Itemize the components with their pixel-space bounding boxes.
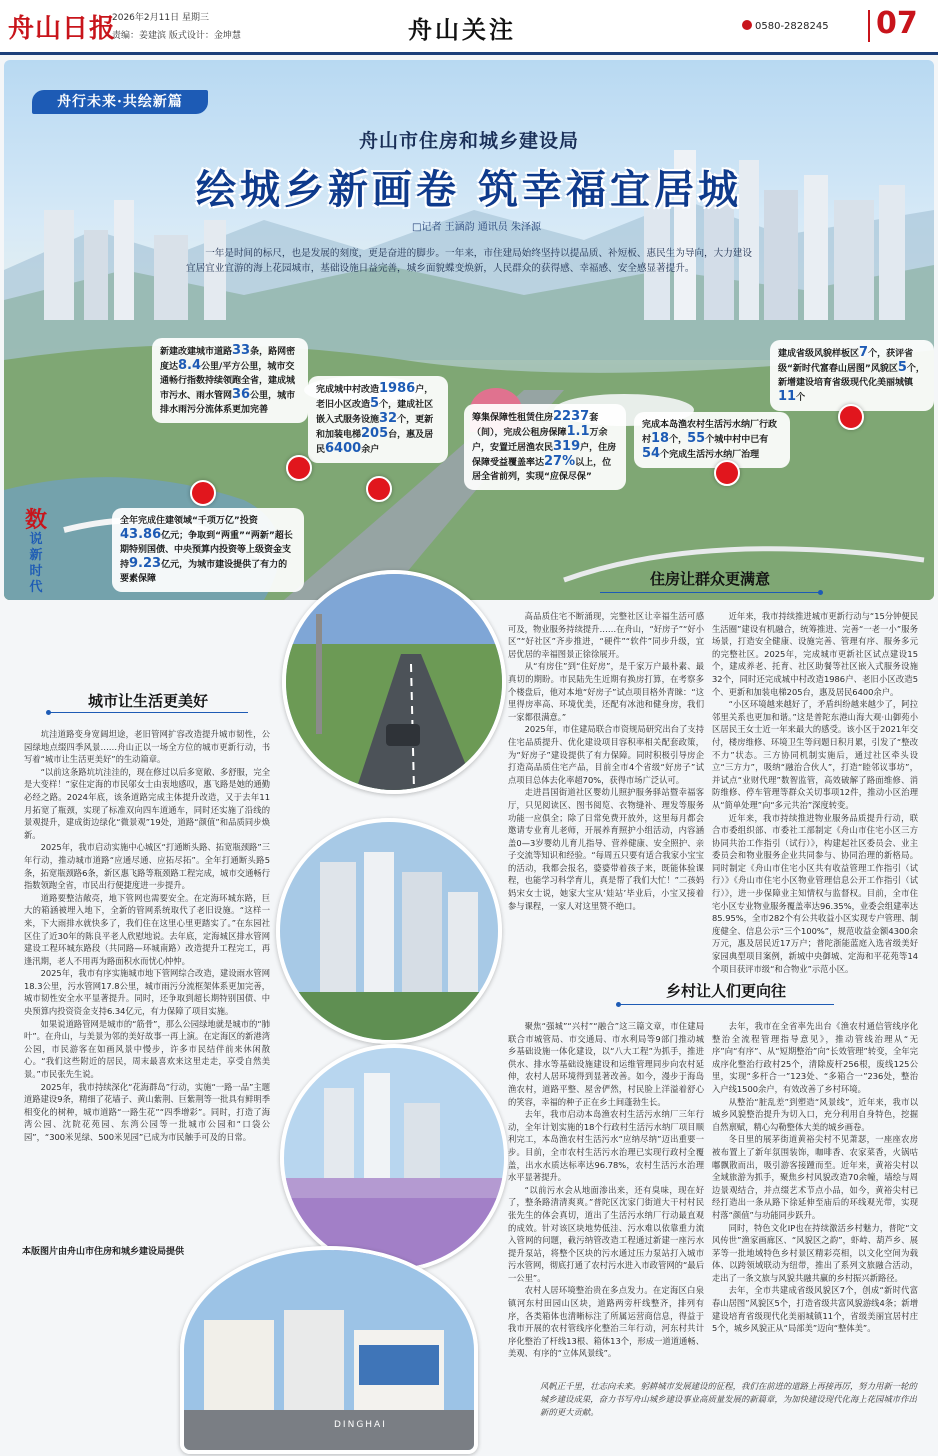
photo-credit: 本版图片由舟山市住房和城乡建设局提供 — [22, 1247, 185, 1257]
stat-investment: 全年完成住建领域“千项万亿”投资43.86亿元；争取到“两重”“两新”超长期特别国债、中央预算内投资等上级资金支持9.23亿元，为城市建设提供了有力的要素保障 — [112, 508, 304, 592]
stat-sewage: 完成本岛渔农村生活污水纳厂行政村18个，55个城中村中已有54个完成生活污水纳厂治理 — [634, 412, 790, 468]
data-side-label: 数 说 新 时 代 — [22, 508, 50, 596]
article-housing-col1: 高品质住宅不断涌现，完整社区让幸福生活可感可及，物业服务持续提升……在舟山，“好房子”“好小区”“好社区”齐步推进，“硬件”“软件”同步升级，宜居优居的幸福图景正徐徐展开。 从“有房住”到“住好房”，是千家万户最朴素、最真切的期盼。市民陆先生近期有换房打算，在考察多个楼盘后，他对本地“好房子”试点项目格外青睐：“这里得房率高、环境优美，还配有冰池和健身房，我们一家都很满意。” 2025年，市住建局联合市资规局研究出台了支持住宅品质提升、优化建设项目容积率相关配套政策，为“好房子”建设提供了有力保障。同时积极引导房企打造高品质住宅产品，目前全市4个省级“好房子”试点项目总体去化率超70%，获得市场广泛认可。 走进昌国街道社区婴幼儿照护服务驿站暨幸福客厅，只见阅读区、图书阅览、衣物缝补、理发等服务功能一应俱全；除了日常免费开放外，这里每月都会邀请专业育儿老师，开展养育照护小组活动，内容涵盖0—3岁婴幼儿育儿指导、营养健康、安全照护、亲子交流等知识和经验。“每周五只要有适合我家小宝宝的活动，我都会报名，婆婆带着孩子来，既能体验课程，也能学习科学育儿，真是帮了我们大忙！”二孩妈妈宋女士说，她家大宝从‘娃站’毕业后，小宝又接着参与课程，一家人对这里赞不绝口。 — [508, 611, 704, 911]
series-tag: 舟行未来·共绘新篇 — [32, 90, 208, 114]
photo-label: DINGHAI — [334, 1420, 387, 1430]
stat-marker-dot — [286, 455, 312, 481]
section-rule-dot — [616, 1002, 621, 1007]
paper-name: 舟山日报 — [8, 14, 117, 44]
section-title: 舟山关注 — [408, 15, 516, 44]
hotline-number: 0580-2828245 — [755, 21, 829, 32]
stat-marker-dot — [714, 460, 740, 486]
village-photo — [180, 1246, 478, 1454]
editor-line: 责编：姜建滨 版式设计：金坤慧 — [112, 31, 241, 41]
stat-marker-dot — [838, 404, 864, 430]
section-title-rural: 乡村让人们更向往 — [665, 982, 786, 1000]
article-rural-col2: 去年，我市在全省率先出台《渔农村通信管线序化整治全流程管理指导意见》，推动管线治理从“无序”向“有序”、从“短期整治”向“长效管理”转变，全年完成序化整治行政村25个，清除废杆256根，废线125公里，实现“多杆合一”123处、“多箱合一”236处，整治入户线1500余户，有效改善了乡村环境。 从整治“脏乱差”到塑造“风景线”，近年来，我市以城乡风貌整治提升为切入口，充分利用自身特色，挖掘自然禀赋，精心勾勒整体大美的城乡画卷。 冬日里的展茅街道黄裕尖村不见萧瑟，一座座农房被布置上了新年氛围装饰，咖啡香、农家菜香，火锅咕嘟飘散而出，吸引游客接踵而至。近年来，黄裕尖村以全域旅游为抓手，聚焦乡村风貌改造70余幢，墙绘与周边景观结合，并点缀艺术节点小品，如今，黄裕尖村已经打造出一条从路下徐延伸至庙后的环线观光带，实现村落“颜值”与功能同步跃升。 同时，特色文化IP也在持续激活乡村魅力，普陀“文风传世”渔家画廊区、“风貌区之韵”，虾峙、葫芦乡、展茅等一批地域特色乡村景区精彩亮相，以文化空间为载体、以跨领域联动为纽带，推出了系列文旅融合活动，走出了一条文旅与风貌共融共赢的乡村振兴新路径。 去年，全市共建成省级风貌区7个，创成“新时代富春山居图”风貌区5个，打造省级共富风貌游线4条；新增建设培育省级现代化美丽城镇11个，省级美丽宜居村庄5个，城乡风貌正从“局部美”迈向“整体美”。 — [712, 1021, 918, 1334]
section-title-housing: 住房让群众更满意 — [649, 570, 770, 588]
footer-quote: 风帆正千里，壮志向未来。躬耕城市发展建设的征程，我们在前进的道路上再接再厉，努力用新一轮的城乡建设成果，奋力书写舟山城乡建设事业高质量发展的新篇章，为加快建设现代化海上花园城市作出新的更大贡献。 — [540, 1381, 917, 1417]
article-housing-col2: 近年来，我市持续推进城市更新行动与“15分钟便民生活圈”建设有机融合，统筹推进、完善“一老一小”服务场景，打造安全健康、设施完善、管理有序、服务多元的完整社区。2025年，完成城市更新社区试点建设15个，建成养老、托育、社区助餐等社区嵌入式服务设施32个，同时还完成城中村改造1986户、老旧小区改造5个、更新和加装电梯205台，惠及居民6400余户。 “小区环境越来越好了，矛盾纠纷越来越少了，阿拉邻里关系也更加和谐。”这是普陀东港山海大观·山御苑小区居民王女士近一年来最大的感受。该小区于2021年交付，楼房维修、环境卫生等问题日积月累，引发了“整改不力”状态。三方协同机制实施后，通过社区牵头设立“三方力”，吸纳“融治合伙人”，打造“睦邻议事坊”，并试点“业财代理”数智监管，高效破解了路面维修、消防维修、停车管理等群众关切事项12件，推动小区治理从“简单处理”向“多元共治”深度转变。 近年来，我市持续推进物业服务品质提升行动，联合市委组织部、市委社工部制定《舟山市住宅小区三方协同共治工作指引（试行）》，构建起社区委员会、业主委员会和物业服务企业共同参与、协同治理的新格局。同时制定《舟山市住宅小区共有收益管理工作指引（试行）》《舟山市住宅小区物业管理信息公开工作指引（试行）》，进一步保障业主知情权与监督权。目前，全市住宅小区专业物业服务覆盖率达96.35%，业委会组建率达85.95%，全市282个有公共收益小区实现专户管理、制度健全、信息公示“三个100%”，规范收益金额4300余万元，惠及居民近17万户；普陀浙能蓝庭入选省级美好家园典型项目案例，新城中央御城、定海和平花苑等14个项目获评市级“和合物业”示范小区。 — [712, 611, 918, 974]
section-rule-dot — [818, 590, 823, 595]
article-city: 坑洼道路变身宽阔坦途，老旧管网扩容改造提升城市韧性，公园绿地点缀四季风景……舟山正以一场全方位的城市更新行动，书写着“城市让生活更美好”的生动篇章。 “以前这条路坑坑洼洼的，现在修过以后多宽敞、多舒服，完全是大变样！”家住定海的市民邬女士由衷地感叹，惠飞路是她的通勤必经之路。2024年底，该条道路完成主体提升改造，又于去年11月拓宽了瓶颈，实现了标准双向四车道通车，同时还实施了沿线的景观提升，建成街边绿化“微景观”19处，道路“颜值”和品质同步焕新。 2025年，我市启动实施中心城区“打通断头路、拓宽瓶颈路”三年行动，推动城市道路“应通尽通、应拓尽拓”。全年打通断头路5条，拓宽瓶颈路6条，新区惠飞路等瓶颈路工程完成，城市交通畅行指数领跑全省，市民出行便捷度进一步提升。 道路要整洁敞亮，地下管网也需要安全。在定海环城东路，巨大的箱涵被埋入地下，全新的管网系统取代了老旧设施。“这样一来，下大雨排水就快多了，我们住在这里心里更踏实了。”在东园社区住了近30年的陈良平老人欣慰地说。去年底，定海城区排水管网建设工程环城东路段（共同路—环城南路）改造提升工程完工，再逢汛期，老人不用再为路面积水而忧心忡忡。 2025年，我市有序实施城市地下管网综合改造，建设雨水管网18.3公里，污水管网17.8公里，城市雨污分流框架体系更加完善，城市韧性安全水平显著提升。同时，还争取到超长期特别国债、中央预算内投资资金支持6.34亿元，有力保障了项目实施。 如果说道路管网是城市的“筋骨”，那么公园绿地就是城市的“肺叶”。在舟山，与美景为邻的美好故事一再上演。在定海区的新港湾公园，市民游客在如画风景中慢步，许多市民结伴前来休闲散心。“我们这些附近的居民，周末最喜欢来这里走走，享受自然美景。”市民张先生说。 2025年，我市持续深化“花海群岛”行动，实施“一路一品”主题道路建设9条，精细了花墙子、黄山紫荆、巨紫荆等一批具有鲜明季相变化的树种，城市道路“一路生花”“四季增彩”。同时，打造了海湾公园、沈院花苑园、东湾公园等一批城市公园和“口袋公园”，“300米见绿、500米见园”已成为市民触手可及的日常。 — [24, 729, 270, 1142]
masthead — [0, 0, 938, 55]
intro-text: 一年是时间的标尺，也是发展的刻度，更是奋进的脚步。一年来，市住建局始终坚持以提品质、补短板、惠民生为导向，大力建设宜居宜业宜游的海上花园城市，基础设施日益完善，城乡面貌蝶变焕新，人民群众的获得感、幸福感、安全感显著提升。 — [186, 248, 753, 274]
stat-renovation: 完成城中村改造1986户，老旧小区改造5个，建成社区嵌入式服务设施32个，更新和加装电梯205台，惠及居民6400余户 — [308, 376, 448, 463]
stat-marker-dot — [190, 480, 216, 506]
section-rule — [600, 592, 820, 593]
data-side-big: 数 — [24, 507, 47, 533]
section-rule — [618, 1004, 834, 1005]
stat-scenery: 建成省级风貌样板区7个，获评省级“新时代富春山居图”风貌区5个，新增建设培育省级现代化美丽城镇11个 — [770, 340, 934, 411]
stat-housing: 筹集保障性租赁住房2237套（间），完成公租房保障1.1万余户，安置迁居渔农民319户，住房保障受益覆盖率达27%以上，位居全省前列，实现“应保尽保” — [464, 404, 626, 490]
phone-icon — [742, 20, 752, 30]
stat-roads: 新建改建城市道路33条，路网密度达8.4公里/平方公里，城市交通畅行指数持续领跑全省，建成城市污水、雨水管网36公里，城市排水雨污分流体系更加完善 — [152, 338, 308, 423]
section-rule — [48, 712, 248, 713]
city-towers-photo — [276, 818, 502, 1044]
road-photo — [282, 570, 506, 794]
page-number: 07 — [876, 6, 918, 41]
section-title-city: 城市让生活更美好 — [87, 692, 208, 710]
byline: □记者 王涵韵 通讯员 朱泽源 — [412, 222, 541, 233]
article-rural-col1: 聚焦“强城”“兴村”“融合”这三篇文章，市住建局联合市城管局、市交通局、市水利局等9部门推动城乡基础设施一体化建设，以“八大工程”为抓手，推进供水、排水等基础设施建设和运维管理同步向农村延伸，农村人居环境得到显著改善。如今，漫步于海岛渔农村，道路平整、屋舍俨然，村民脸上洋溢着舒心的笑容，幸福的种子正在乡土间蓬勃生长。 去年，我市启动本岛渔农村生活污水纳厂三年行动，全年计划实施的18个行政村生活污水纳厂项目顺利完工，本岛渔农村生活污水“应纳尽纳”迈出重要一步。目前，全市农村生活污水治理已实现行政村全覆盖，出水水质达标率达96.78%，农村生活污水治理水平显著提升。 “以前污水会从地面渗出来，还有臭味，现在好了，整条路清清爽爽。”普陀区沈家门街道大干村村民张先生的体会真切，道出了生活污水纳厂行动最直观的成效。针对该区块地势低洼、污水难以依靠重力流入管网的问题，截污纳管改造工程通过新建一座污水提升泵站，将整个区块的污水通过压力泵站打入城市污水管网，彻底打通了农村污水进入市政管网的“最后一公里”。 农村人居环境整治贵在多点发力。在定海区白泉镇河东村田园山区块，道路两旁杆线整齐，排列有序，各类箱体也清晰标注了所属运营商信息，得益于我市开展的农村管线序化整治三年行动，河东村共计序化整治了杆线13根、箱体13个，形成一道道通畅、美观、有序的“立体风景线”。 — [508, 1021, 704, 1359]
page-headline: 绘城乡新画卷 筑幸福宜居城 — [196, 166, 742, 213]
department-title: 舟山市住房和城乡建设局 — [358, 130, 579, 152]
date-line: 2026年2月11日 星期三 — [112, 13, 209, 23]
hotline — [742, 20, 829, 32]
stat-marker-dot — [366, 476, 392, 502]
page-number-divider — [868, 10, 870, 42]
flower-field-photo — [280, 1044, 508, 1272]
